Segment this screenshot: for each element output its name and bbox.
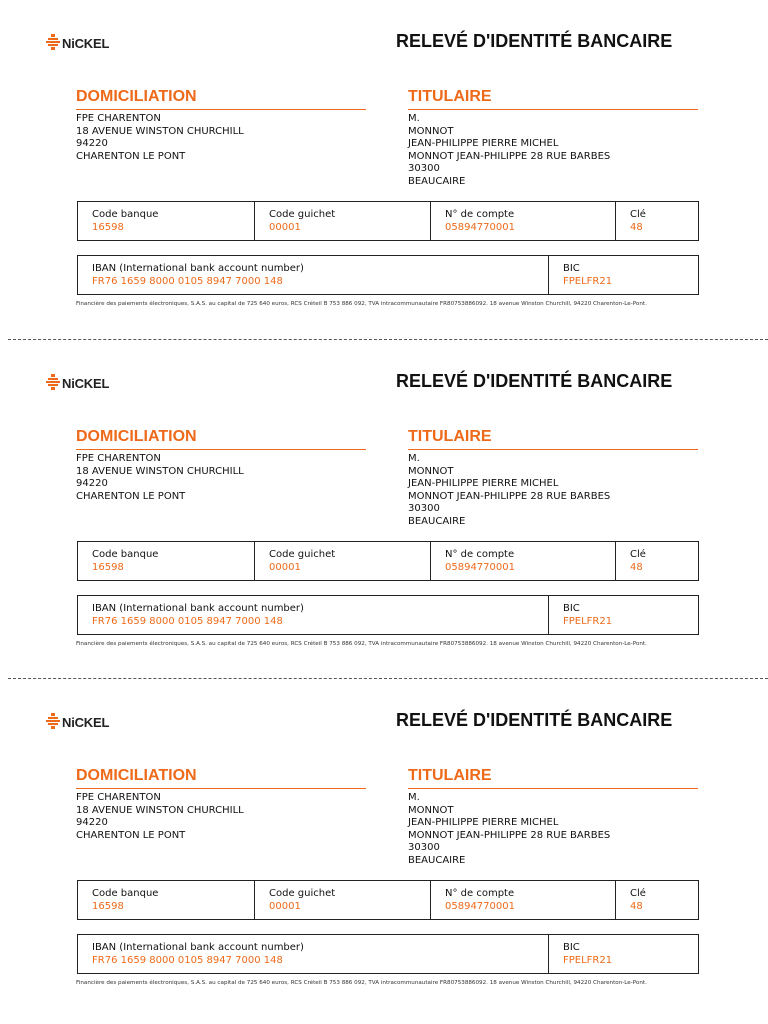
- bic-value: FPELFR21: [563, 616, 613, 627]
- page-title: RELEVÉ D'IDENTITÉ BANCAIRE: [396, 371, 673, 391]
- iban-cell: [78, 596, 548, 634]
- domiciliation-heading: DOMICILIATION: [76, 428, 366, 450]
- code-banque-cell: [78, 881, 254, 919]
- titulaire-line: MONNOT: [408, 125, 454, 137]
- bic-value: FPELFR21: [563, 276, 613, 287]
- titulaire-line: M.: [408, 113, 420, 124]
- code-guichet-value: 00001: [269, 901, 301, 912]
- domiciliation-line: FPE CHARENTON: [76, 113, 161, 124]
- domiciliation-line: 18 AVENUE WINSTON CHURCHILL: [76, 804, 244, 816]
- domiciliation-line: CHARENTON LE PONT: [76, 490, 186, 502]
- titulaire-line: MONNOT: [408, 804, 454, 816]
- numero-compte-value: 05894770001: [445, 901, 515, 912]
- code-guichet-cell: [254, 202, 430, 240]
- titulaire-line: JEAN-PHILIPPE PIERRE MICHEL: [408, 138, 559, 149]
- numero-compte-value: 05894770001: [445, 222, 515, 233]
- titulaire-line: JEAN-PHILIPPE PIERRE MICHEL: [408, 478, 559, 489]
- titulaire-line: JEAN-PHILIPPE PIERRE MICHEL: [408, 817, 559, 828]
- numero-compte-cell: [430, 542, 615, 580]
- code-guichet-cell: [254, 881, 430, 919]
- bank-codes-box: [77, 541, 699, 581]
- domiciliation-line: 18 AVENUE WINSTON CHURCHILL: [76, 125, 244, 137]
- page-title: RELEVÉ D'IDENTITÉ BANCAIRE: [396, 710, 673, 730]
- iban-label: IBAN (International bank account number): [92, 942, 304, 953]
- nickel-logo-icon: [46, 34, 60, 52]
- titulaire-line: MONNOT: [408, 465, 454, 477]
- nickel-logo: [46, 34, 109, 52]
- page-title: RELEVÉ D'IDENTITÉ BANCAIRE: [396, 31, 673, 51]
- code-guichet-label: Code guichet: [269, 549, 336, 560]
- bank-codes-box: [77, 880, 699, 920]
- numero-compte-value: 05894770001: [445, 562, 515, 573]
- code-banque-value: 16598: [92, 901, 124, 912]
- iban-value: FR76 1659 8000 0105 8947 7000 148: [92, 955, 283, 966]
- titulaire-address: [408, 792, 610, 867]
- bic-cell: [548, 935, 698, 973]
- code-banque-cell: [78, 202, 254, 240]
- iban-cell: [78, 256, 548, 294]
- nickel-logo-text: NiCKEL: [62, 714, 110, 730]
- titulaire-line: 30300: [408, 842, 440, 853]
- iban-box: [77, 934, 699, 974]
- domiciliation-line: CHARENTON LE PONT: [76, 150, 186, 162]
- cle-cell: [615, 881, 698, 919]
- domiciliation-line: FPE CHARENTON: [76, 792, 161, 803]
- titulaire-line: M.: [408, 792, 420, 803]
- nickel-logo: [46, 713, 109, 731]
- iban-label: IBAN (International bank account number): [92, 603, 304, 614]
- iban-cell: [78, 935, 548, 973]
- code-banque-value: 16598: [92, 562, 124, 573]
- code-guichet-cell: [254, 542, 430, 580]
- domiciliation-line: 94220: [76, 138, 108, 149]
- titulaire-heading: TITULAIRE: [408, 428, 698, 450]
- titulaire-line: BEAUCAIRE: [408, 854, 466, 866]
- titulaire-line: MONNOT JEAN-PHILIPPE 28 RUE BARBES: [408, 490, 611, 502]
- code-guichet-value: 00001: [269, 562, 301, 573]
- legal-footer: Financière des paiements électroniques, S.A.S. au capital de 725 640 euros, RCS Créteil B 753 886 092, TVA intracommunautaire FR80753886092. 18 avenue Winston Churchill, 94220 Charenton-Le-Pont.: [76, 641, 647, 647]
- code-banque-label: Code banque: [92, 549, 159, 560]
- titulaire-line: MONNOT JEAN-PHILIPPE 28 RUE BARBES: [408, 150, 611, 162]
- cle-label: Clé: [630, 209, 646, 220]
- domiciliation-line: FPE CHARENTON: [76, 453, 161, 464]
- iban-box: [77, 595, 699, 635]
- iban-box: [77, 255, 699, 295]
- iban-label: IBAN (International bank account number): [92, 263, 304, 274]
- cle-value: 48: [630, 562, 643, 573]
- rib-block-1: [0, 0, 768, 307]
- cle-value: 48: [630, 901, 643, 912]
- legal-footer: Financière des paiements électroniques, S.A.S. au capital de 725 640 euros, RCS Créteil B 753 886 092, TVA intracommunautaire FR80753886092. 18 avenue Winston Churchill, 94220 Charenton-Le-Pont.: [76, 980, 647, 986]
- domiciliation-address: [76, 113, 244, 163]
- bic-cell: [548, 596, 698, 634]
- domiciliation-heading: DOMICILIATION: [76, 767, 366, 789]
- domiciliation-address: [76, 792, 244, 842]
- cle-label: Clé: [630, 888, 646, 899]
- cle-cell: [615, 542, 698, 580]
- bic-label: BIC: [563, 263, 580, 274]
- code-guichet-label: Code guichet: [269, 888, 336, 899]
- nickel-logo-icon: [46, 713, 60, 731]
- iban-value: FR76 1659 8000 0105 8947 7000 148: [92, 276, 283, 287]
- iban-value: FR76 1659 8000 0105 8947 7000 148: [92, 616, 283, 627]
- domiciliation-address: [76, 453, 244, 503]
- domiciliation-heading: DOMICILIATION: [76, 88, 366, 110]
- titulaire-line: MONNOT JEAN-PHILIPPE 28 RUE BARBES: [408, 829, 611, 841]
- code-guichet-label: Code guichet: [269, 209, 336, 220]
- bic-value: FPELFR21: [563, 955, 613, 966]
- code-guichet-value: 00001: [269, 222, 301, 233]
- titulaire-line: M.: [408, 453, 420, 464]
- numero-compte-cell: [430, 881, 615, 919]
- titulaire-line: BEAUCAIRE: [408, 515, 466, 527]
- rib-block-2: [0, 340, 768, 647]
- domiciliation-line: 18 AVENUE WINSTON CHURCHILL: [76, 465, 244, 477]
- cle-label: Clé: [630, 549, 646, 560]
- titulaire-heading: TITULAIRE: [408, 767, 698, 789]
- bic-label: BIC: [563, 942, 580, 953]
- domiciliation-line: CHARENTON LE PONT: [76, 829, 186, 841]
- numero-compte-label: N° de compte: [445, 549, 515, 560]
- numero-compte-label: N° de compte: [445, 209, 515, 220]
- bank-codes-box: [77, 201, 699, 241]
- bic-label: BIC: [563, 603, 580, 614]
- titulaire-address: [408, 113, 610, 188]
- titulaire-line: 30300: [408, 503, 440, 514]
- rib-block-3: [0, 679, 768, 986]
- nickel-logo: [46, 374, 109, 392]
- nickel-logo-text: NiCKEL: [62, 35, 110, 51]
- cle-value: 48: [630, 222, 643, 233]
- titulaire-line: 30300: [408, 163, 440, 174]
- legal-footer: Financière des paiements électroniques, S.A.S. au capital de 725 640 euros, RCS Créteil B 753 886 092, TVA intracommunautaire FR80753886092. 18 avenue Winston Churchill, 94220 Charenton-Le-Pont.: [76, 301, 647, 307]
- code-banque-label: Code banque: [92, 209, 159, 220]
- titulaire-line: BEAUCAIRE: [408, 175, 466, 187]
- cle-cell: [615, 202, 698, 240]
- numero-compte-label: N° de compte: [445, 888, 515, 899]
- nickel-logo-icon: [46, 374, 60, 392]
- code-banque-label: Code banque: [92, 888, 159, 899]
- domiciliation-line: 94220: [76, 817, 108, 828]
- code-banque-cell: [78, 542, 254, 580]
- bic-cell: [548, 256, 698, 294]
- domiciliation-line: 94220: [76, 478, 108, 489]
- numero-compte-cell: [430, 202, 615, 240]
- titulaire-address: [408, 453, 610, 528]
- nickel-logo-text: NiCKEL: [62, 375, 110, 391]
- code-banque-value: 16598: [92, 222, 124, 233]
- titulaire-heading: TITULAIRE: [408, 88, 698, 110]
